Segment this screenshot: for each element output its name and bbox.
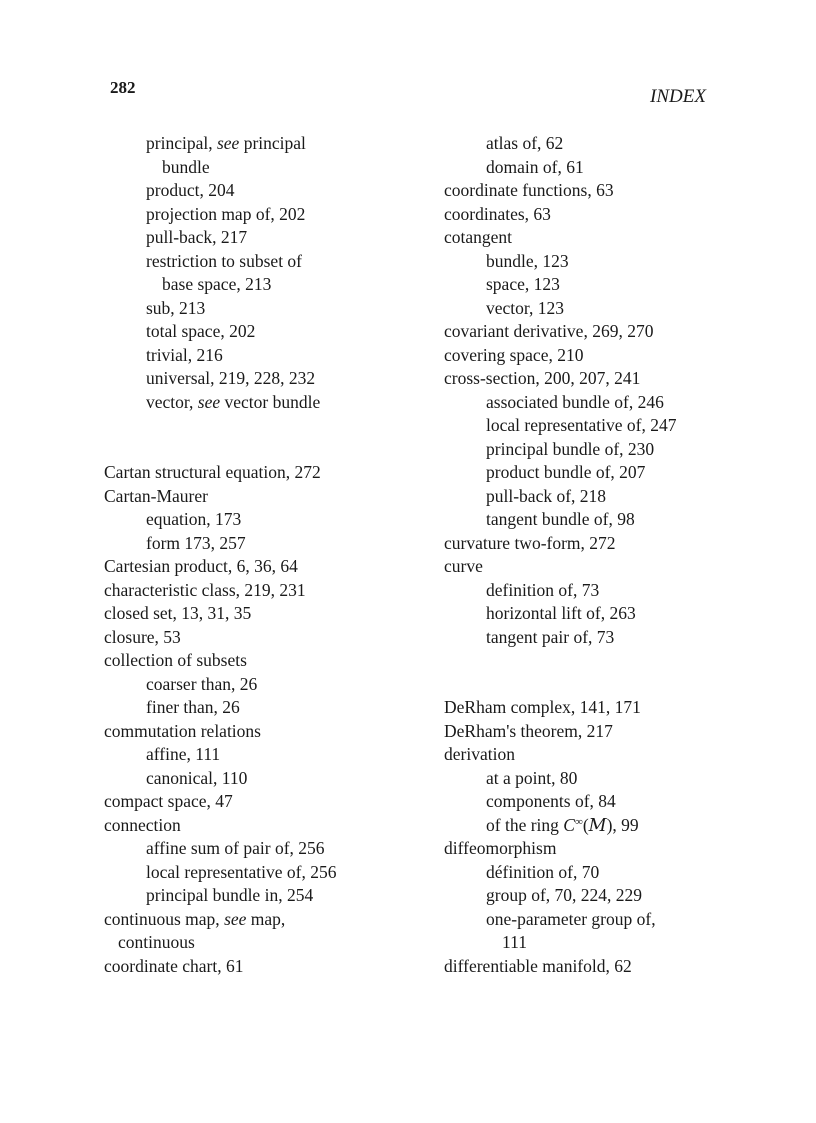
entry-text: local representative of, 247 [486, 415, 677, 435]
entry-text: closure, 53 [104, 626, 181, 647]
entry-text: coordinates, 63 [444, 203, 551, 224]
index-subentry [444, 861, 804, 885]
entry-text: principal bundle of, 230 [486, 438, 655, 459]
entry-text: bundle, 123 [486, 250, 569, 271]
entry-text: equation, 173 [146, 509, 242, 529]
entry-text: definition of, 73 [486, 579, 600, 600]
entry-text: total space, 202 [146, 321, 256, 341]
index-subentry [444, 485, 804, 509]
entry-text: see [197, 391, 221, 412]
index-subentry [444, 884, 804, 908]
entry-text: at a point, 80 [486, 767, 578, 788]
index-entry [444, 320, 804, 344]
index-entry [444, 226, 804, 250]
entry-text: principal [239, 133, 306, 153]
entry-spacer [444, 649, 804, 673]
index-subentry [444, 391, 804, 415]
entry-text: projection map of, 202 [146, 203, 306, 224]
entry-text: DeRham complex, 141, 171 [444, 697, 641, 717]
entry-text: principal, [146, 133, 217, 153]
index-subentry [104, 837, 464, 861]
index-subentry [104, 743, 464, 767]
index-subentry [104, 696, 464, 720]
index-subentry [104, 508, 464, 532]
entry-text: restriction to subset of [146, 250, 303, 271]
entry-text: atlas of, 62 [486, 133, 564, 153]
index-subentry [444, 156, 804, 180]
index-subentry [104, 273, 464, 297]
entry-text: see [224, 908, 247, 929]
index-column-right [444, 132, 804, 978]
entry-text: local representative of, 256 [146, 861, 337, 882]
index-entry [104, 461, 464, 485]
entry-spacer [444, 673, 804, 697]
entry-text: form 173, 257 [146, 532, 246, 553]
entry-text: diffeomorphism [444, 838, 557, 858]
entry-text: DeRham's theorem, 217 [444, 720, 613, 741]
entry-text: tangent pair of, 73 [486, 626, 615, 647]
entry-text: finer than, 26 [146, 697, 240, 717]
entry-text: principal bundle in, 254 [146, 885, 314, 905]
entry-text: horizontal lift of, 263 [486, 603, 636, 623]
entry-text: vector bundle [220, 391, 321, 412]
page-number: 282 [110, 78, 136, 97]
index-entry [104, 555, 464, 579]
index-entry [444, 955, 804, 979]
index-subentry [104, 179, 464, 203]
index-subentry [444, 132, 804, 156]
index-subentry [444, 438, 804, 462]
entry-text: Cartan structural equation, 272 [104, 462, 321, 482]
index-subentry [444, 602, 804, 626]
index-subentry [104, 156, 464, 180]
entry-text: cross-section, 200, 207, 241 [444, 368, 641, 388]
index-subentry [104, 673, 464, 697]
entry-text: product bundle of, 207 [486, 462, 646, 482]
index-entry [104, 720, 464, 744]
entry-text: bundle [162, 156, 210, 177]
index-subentry [104, 132, 464, 156]
running-head: INDEX [650, 86, 706, 107]
index-subentry [104, 344, 464, 368]
index-entry [444, 743, 804, 767]
index-entry [104, 485, 464, 509]
index-subentry [104, 320, 464, 344]
index-subentry [444, 931, 804, 955]
entry-text: M [588, 815, 607, 836]
entry-text: covering space, 210 [444, 344, 584, 365]
entry-text: pull-back of, 218 [486, 485, 607, 506]
entry-text: coordinate functions, 63 [444, 180, 614, 200]
entry-text: of the ring [486, 814, 564, 835]
entry-text: product, 204 [146, 180, 235, 200]
entry-text: covariant derivative, 269, 270 [444, 321, 654, 341]
entry-text: compact space, 47 [104, 791, 233, 811]
index-subentry [444, 579, 804, 603]
index-subentry [104, 203, 464, 227]
entry-text: affine, 111 [146, 744, 221, 764]
index-subentry [444, 626, 804, 650]
index-entry [104, 626, 464, 650]
index-entry [444, 203, 804, 227]
index-entry [104, 579, 464, 603]
entry-text: collection of subsets [104, 650, 247, 670]
entry-text: closed set, 13, 31, 35 [104, 603, 252, 623]
entry-text: ( [582, 814, 589, 835]
index-entry [444, 837, 804, 861]
entry-text: commutation relations [104, 720, 261, 741]
entry-text: domain of, 61 [486, 156, 584, 177]
entry-text: tangent bundle of, 98 [486, 509, 635, 529]
entry-text: base space, 213 [162, 274, 272, 294]
entry-text: définition of, 70 [486, 861, 600, 882]
entry-text: vector, 123 [486, 297, 565, 318]
index-column-left [104, 132, 464, 978]
index-entry [444, 367, 804, 391]
entry-text: trivial, 216 [146, 344, 223, 365]
entry-text: group of, 70, 224, 229 [486, 885, 643, 905]
index-subentry [444, 250, 804, 274]
entry-text: vector, [146, 391, 198, 412]
entry-text: universal, 219, 228, 232 [146, 368, 316, 388]
entry-spacer [104, 438, 464, 462]
entry-text: cotangent [444, 227, 513, 247]
entry-text: Cartan-Maurer [104, 485, 208, 506]
entry-text: C [563, 814, 575, 835]
index-entry [104, 790, 464, 814]
entry-text: sub, 213 [146, 297, 206, 318]
index-entry [444, 344, 804, 368]
entry-text: curvature two-form, 272 [444, 532, 616, 553]
entry-text: Cartesian product, 6, 36, 64 [104, 556, 298, 576]
index-subentry [104, 250, 464, 274]
entry-text: derivation [444, 744, 515, 764]
index-subentry [104, 297, 464, 321]
entry-text: map, [246, 908, 286, 929]
entry-text: curve [444, 556, 483, 576]
entry-text: connection [104, 814, 181, 835]
entry-text: characteristic class, 219, 231 [104, 579, 306, 600]
index-entry [444, 720, 804, 744]
index-subentry [444, 790, 804, 814]
entry-text: associated bundle of, 246 [486, 391, 664, 412]
index-subentry [104, 767, 464, 791]
entry-text: pull-back, 217 [146, 227, 248, 247]
entry-text: components of, 84 [486, 791, 616, 811]
index-subentry [104, 391, 464, 415]
entry-text: differentiable manifold, 62 [444, 955, 632, 976]
index-entry [444, 555, 804, 579]
entry-text: continuous map, [104, 908, 225, 929]
index-subentry [104, 532, 464, 556]
index-subentry [444, 814, 804, 838]
index-entry [104, 814, 464, 838]
entry-text: ∞ [574, 815, 583, 828]
entry-text: coordinate chart, 61 [104, 955, 244, 976]
index-entry [104, 931, 464, 955]
index-subentry [444, 508, 804, 532]
index-entry [444, 532, 804, 556]
index-entry [104, 908, 464, 932]
index-subentry [444, 908, 804, 932]
index-subentry [444, 767, 804, 791]
index-entry [104, 955, 464, 979]
index-subentry [444, 297, 804, 321]
index-subentry [104, 861, 464, 885]
entry-text: canonical, 110 [146, 767, 248, 788]
index-entry [104, 649, 464, 673]
entry-text: affine sum of pair of, 256 [146, 838, 325, 858]
index-subentry [104, 226, 464, 250]
entry-text: space, 123 [486, 274, 560, 294]
index-subentry [104, 367, 464, 391]
index-subentry [444, 461, 804, 485]
entry-text: coarser than, 26 [146, 673, 258, 694]
entry-spacer [104, 414, 464, 438]
entry-text: ), 99 [606, 814, 639, 835]
index-entry [444, 179, 804, 203]
entry-text: see [216, 133, 240, 153]
index-subentry [444, 273, 804, 297]
index-subentry [444, 414, 804, 438]
index-entry [444, 696, 804, 720]
entry-text: one-parameter group of, [486, 908, 656, 929]
entry-text: continuous [118, 932, 195, 952]
index-entry [104, 602, 464, 626]
index-subentry [104, 884, 464, 908]
entry-text: 111 [502, 932, 527, 952]
